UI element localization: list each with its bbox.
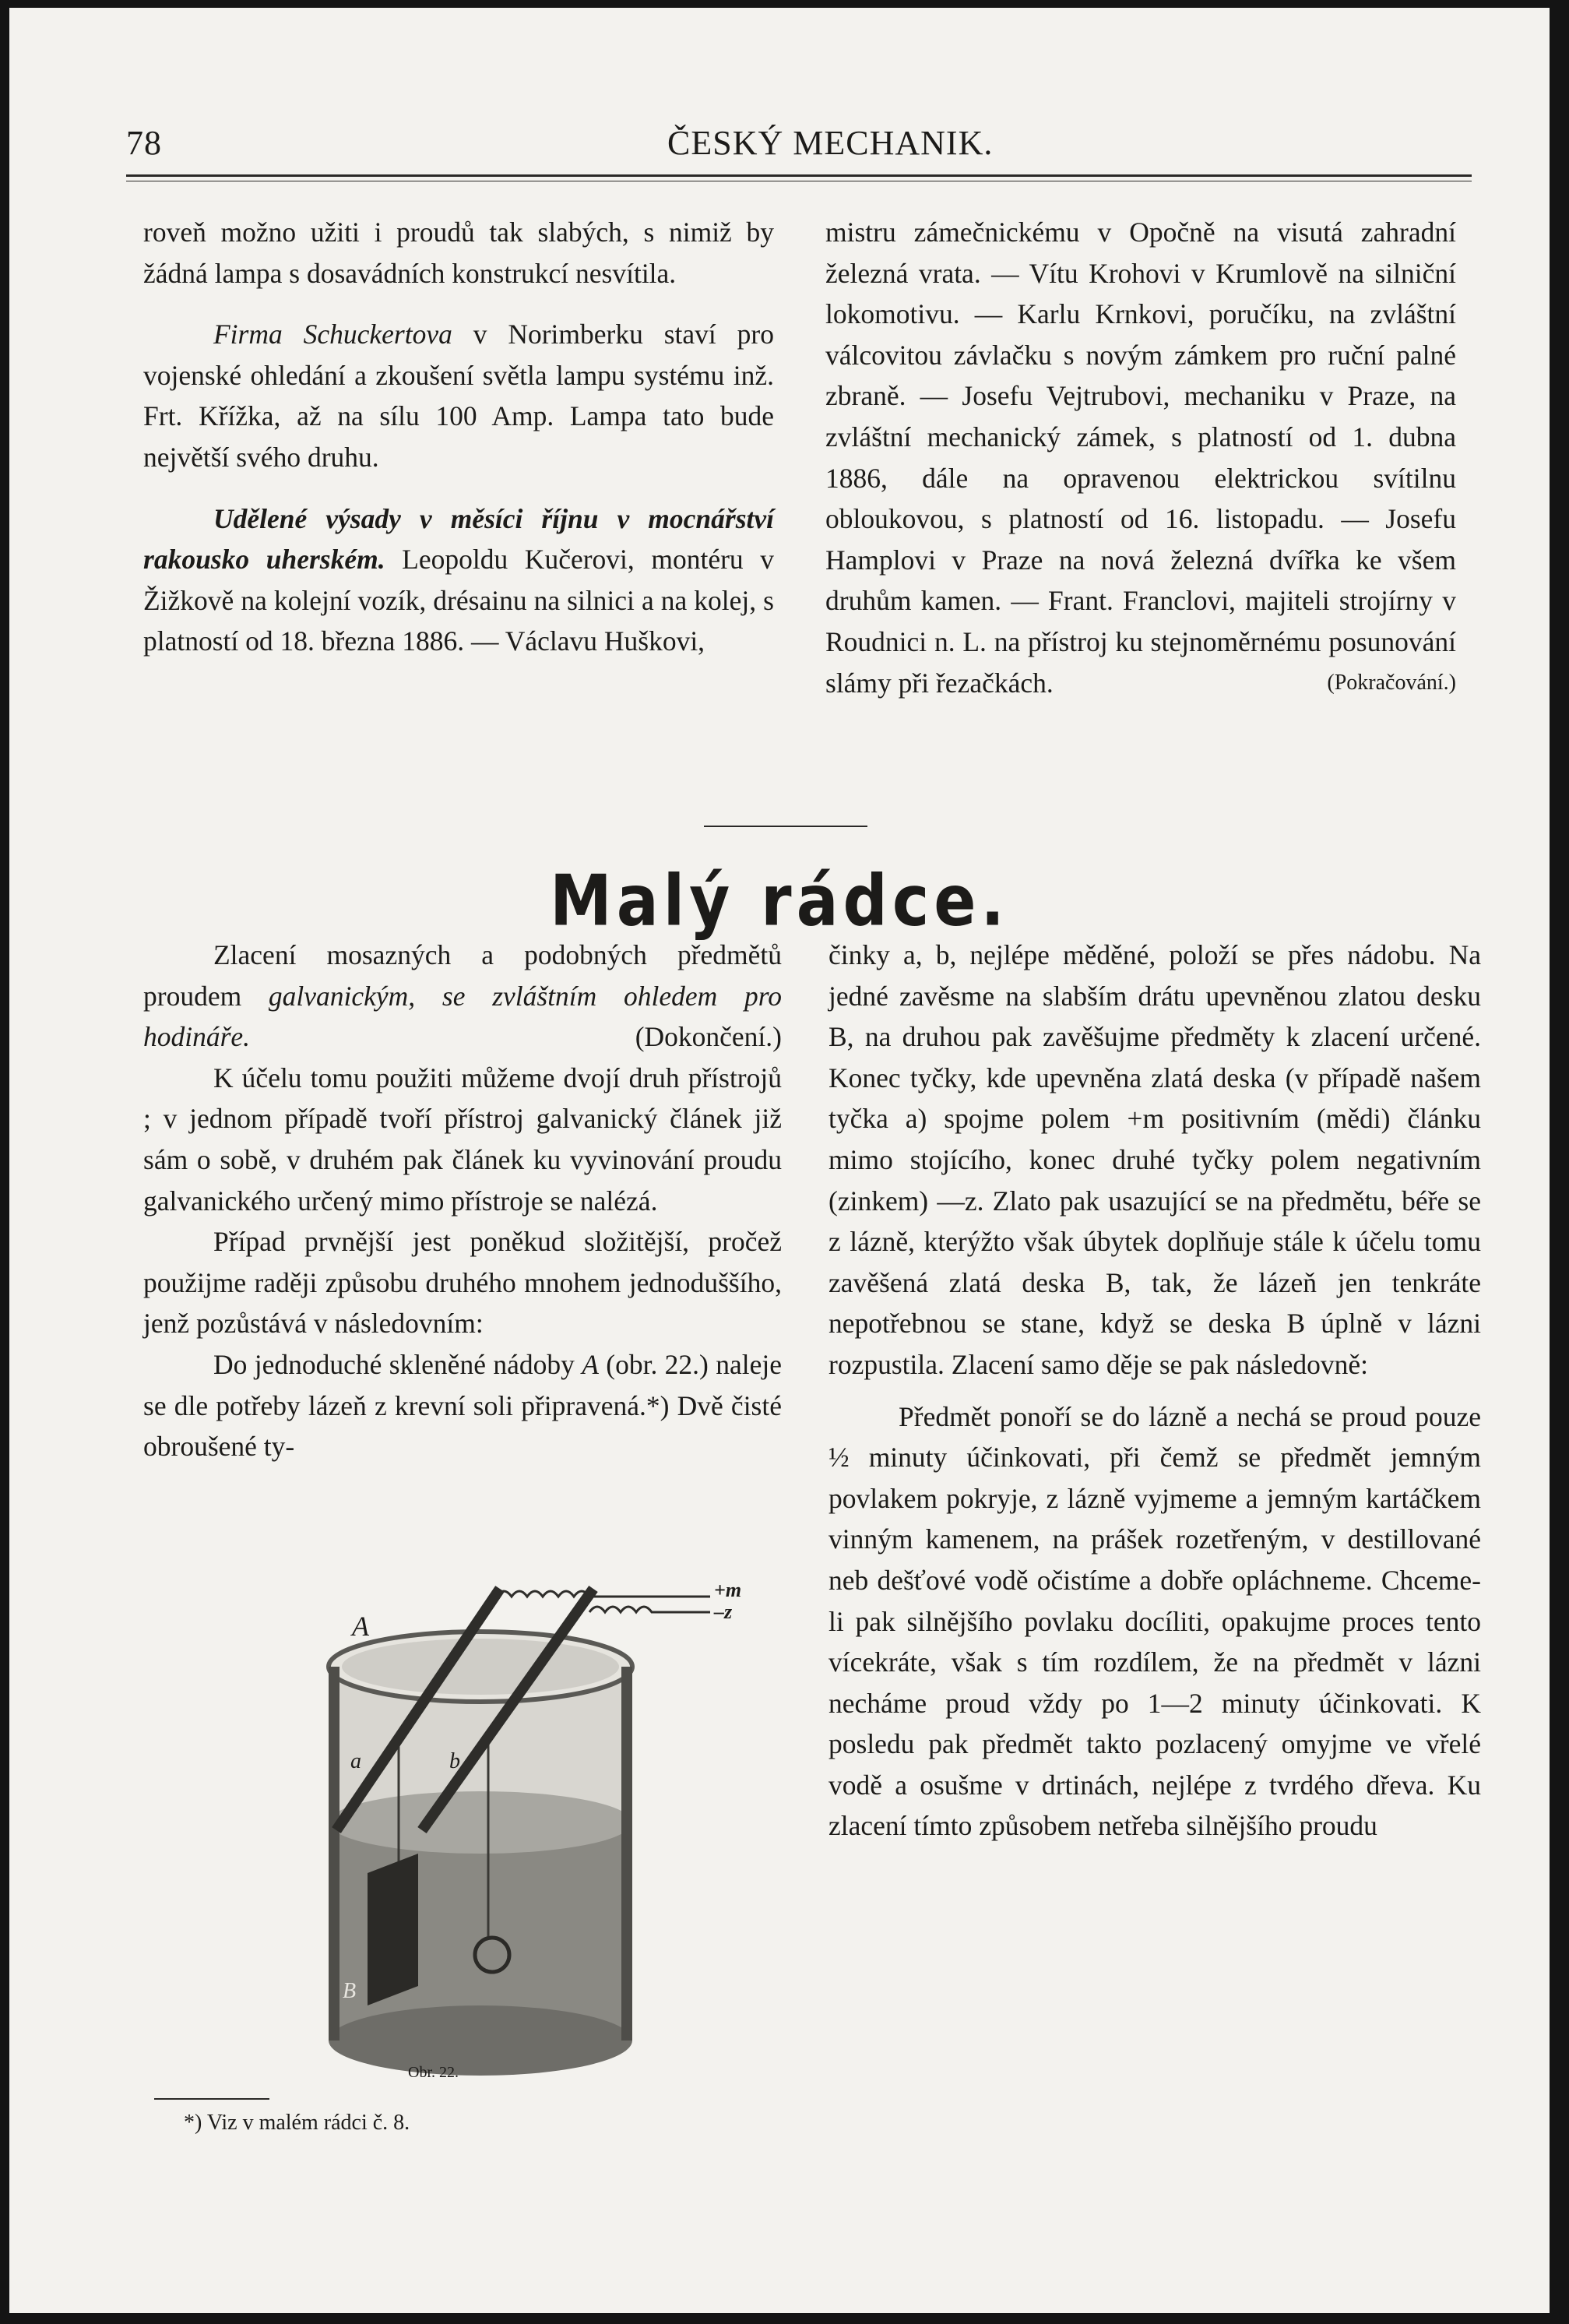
paragraph-text: Leopoldu Kučerovi, montéru v Žižkově na kolejní vozík, drésainu na silnici a na kolej, s platností od 18. března 1886. — Václavu Huškovi,: [143, 544, 774, 657]
jar-left-wall: [329, 1667, 339, 2041]
bottom-right-column: [828, 935, 1481, 1847]
bottom-left-column: [143, 935, 782, 1467]
header-rule-thick: [126, 174, 1472, 177]
jar-opening: [342, 1639, 619, 1695]
gold-plate: [368, 1854, 418, 2005]
label-minus-z: –z: [714, 1600, 733, 1623]
label-plus-m: +m: [714, 1579, 742, 1601]
paragraph: Případ prvnější jest poněkud složitější, pročež použijme raději způsobu druhého mnohem jednoduššího, jenž pozůstává v následovním:: [143, 1226, 782, 1340]
article-subtitle: galvanickým, se zvláštním ohledem pro hodináře.: [143, 980, 782, 1053]
paragraph: [143, 314, 774, 477]
paragraph: K účelu tomu použiti můžeme dvojí druh přístrojů ; v jednom případě tvoří přístroj galvanický článek již sám o sobě, v druhém pak článek ku vyvinování proudu galvanického určený mimo přístroje se nalézá.: [143, 1062, 782, 1217]
section-title: Malý rádce.: [550, 860, 1009, 942]
wire-negative: [589, 1607, 710, 1612]
paragraph: činky a, b, nejlépe měděné, položí se přes nádobu. Na jedné zavěsme na slabším drátu upevněnou zlatou desku B, na druhou pak zavěšujme předměty k zlacení určené. Konec tyčky, kde upevněna zlatá deska (v případě našem tyčka a) spojme polem +m positivním (mědi) článku mimo stojícího, konec druhé tyčky polem negativním (zinkem) —z. Zlato pak usazující se na předmětu, béře se z lázně, kterýžto však úbytek doplňuje stále k účelu tomu zavěšená zlatá deska B, tak, že lázeň jen tenkráte nepotřebnou se stane, když se deska B úplně v lázni rozpustila. Zlacení samo děje se pak následovně:: [828, 939, 1481, 1380]
paragraph-text: v Norimberku staví pro vojenské ohledání a zkoušení světla lampu systému inž. Frt. Křížka, až na sílu 100 Amp. Lampa tato bude největší svého druhu.: [143, 319, 774, 473]
footnote: *) Viz v malém rádci č. 8.: [184, 2111, 410, 2135]
paragraph: [143, 1344, 782, 1467]
label-B: B: [343, 1979, 357, 2003]
wire-positive: [496, 1591, 710, 1597]
concluded-note: (Dokončení.): [635, 1021, 782, 1053]
firm-name: Firma Schuckertova: [213, 319, 452, 350]
page: [9, 8, 1550, 2313]
page-number: 78: [126, 124, 162, 162]
liquid-surface: [329, 1791, 632, 1854]
figure-22-gilding-apparatus: [305, 1573, 772, 2103]
patents-heading: Udělené výsady v měsíci říjnu v mocnářství rakousko uherském.: [143, 502, 774, 576]
footnote-rule: [154, 2098, 269, 2100]
paragraph-text: Zlacení mosazných a podobných předmětů proudem: [143, 939, 782, 1012]
top-left-column: [143, 212, 774, 662]
continued-note: (Pokračování.): [1327, 670, 1456, 695]
paragraph: roveň možno užiti i proudů tak slabých, s nimiž by žádná lampa s dosavádních konstrukcí nesvítila.: [143, 217, 774, 289]
paragraph: Předmět ponoří se do lázně a nechá se proud pouze ½ minuty účinkovati, při čemž se předmět jemným povlakem pokryje, z lázně vyjmeme a jemným kartáčkem vinným kamenem, na prášek rozetřeným, v destillované neb dešťové vodě očistíme a dobře opláchneme. Chceme-li pak silnějšího povlaku docíliti, opakujme proces tento vícekráte, však s tím rozdílem, že na předmět v lázni necháme proud vždy po 1—2 minuty účinkovati. K posledu pak předmět takto pozlacený omyjme ve vřelé vodě a osušme v drtinách, nejlépe z tvrdého dřeva. Ku zlacení tímto způsobem netřeba silnějšího proudu: [828, 1400, 1481, 1842]
jar-bottom: [329, 2005, 632, 2076]
vessel-label: A: [582, 1348, 599, 1380]
jar-right-wall: [621, 1667, 632, 2041]
paragraph: [825, 212, 1456, 703]
paragraph-text: (obr. 22.) naleje se dle potřeby lázeň z krevní soli připravená.*) Dvě čisté obroušené ty-: [143, 1348, 782, 1463]
journal-title: ČESKÝ MECHANIK.: [667, 124, 994, 162]
paragraph-text: Do jednoduché skleněné nádoby: [213, 1348, 582, 1380]
paragraph: [143, 935, 782, 1058]
section-separator: [704, 826, 867, 827]
label-a: a: [350, 1749, 361, 1773]
paragraph: [143, 498, 774, 662]
top-right-column: [825, 212, 1456, 703]
figure-caption: Obr. 22.: [408, 2064, 459, 2081]
label-b: b: [449, 1749, 460, 1773]
paragraph-text: mistru zámečnickému v Opočně na visutá zahradní železná vrata. — Vítu Krohovi v Krumlově na silniční lokomotivu. — Karlu Krnkovi, poručíku, na zvláštní válcovitou závlačku s novým zámkem pro ruční palné zbraně. — Josefu Vejtrubovi, mechaniku v Praze, na zvláštní mechanický zámek, s platností od 1. dubna 1886, dále na opravenou elektrickou svítilnu obloukovou, s platností od 16. listopadu. — Josefu Hamplovi v Praze na nová železná dvířka ke všem druhům kamen. — Frant. Franclovi, majiteli strojírny v Roudnici n. L. na přístroj ku stejnoměrnému posunování slámy při řezačkách.: [825, 217, 1456, 699]
label-A: A: [352, 1611, 369, 1642]
